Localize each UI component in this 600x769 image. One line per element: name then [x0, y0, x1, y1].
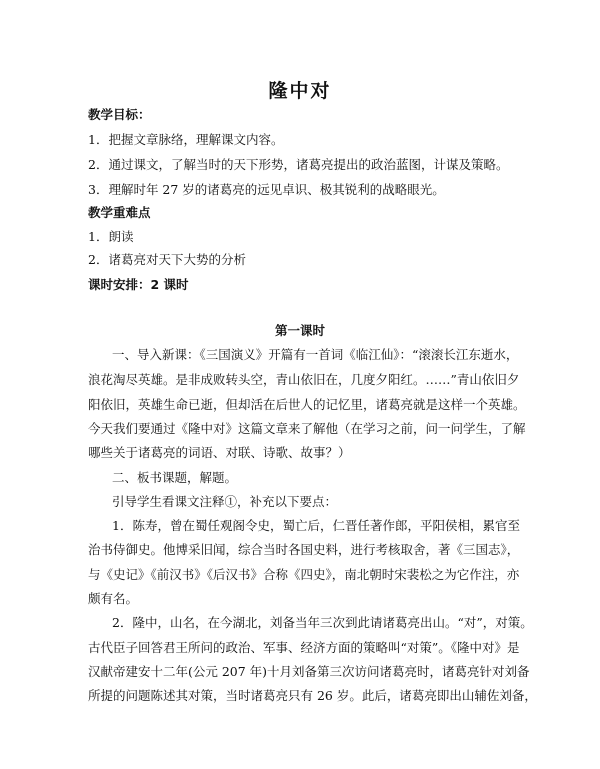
objective-item: 3．理解时年 27 岁的诸葛亮的远见卓识、极其锐利的战略眼光。	[88, 182, 445, 197]
paragraph-line: 一、导入新课：《三国演义》开篇有一首词《临江仙》：“滚滚长江东逝水，	[112, 347, 519, 362]
paragraph-line: 1．陈寿，曾在蜀任观阁令史，蜀亡后，仁晋任著作郎，平阳侯相，累官至	[112, 518, 520, 533]
objectives-heading: 教学目标：	[88, 107, 151, 122]
key-point-item: 1．朗读	[88, 229, 134, 244]
schedule: 课时安排：2 课时	[88, 277, 189, 292]
paragraph-line: 二、板书课题，解题。	[112, 470, 238, 485]
paragraph-line: 今天我们要通过《隆中对》这篇文章来了解他（在学习之前，问一问学生，了解	[88, 421, 526, 436]
objective-item: 2．通过课文，了解当时的天下形势，诸葛亮提出的政治蓝图，计谋及策略。	[88, 157, 509, 172]
paragraph-line: 引导学生看课文注释①，补充以下要点：	[112, 494, 338, 509]
lesson-heading: 第一课时	[274, 323, 325, 338]
paragraph-line: 治书侍御史。他博采旧闻，综合当时各国史料，进行考核取舍，著《三国志》，	[88, 542, 520, 557]
paragraph-line: 阳依旧，英雄生命已逝，但却活在后世人的记忆里，诸葛亮就是这样一个英雄。	[88, 397, 526, 412]
key-points-heading: 教学重难点	[88, 205, 151, 220]
paragraph-line: 浪花淘尽英雄。是非成败转头空，青山依旧在，几度夕阳红。……”青山依旧夕	[88, 372, 520, 387]
document-title: 隆中对	[268, 80, 332, 102]
paragraph-line: 古代臣子回答君王所问的政治、军事、经济方面的策略叫“对策”。《隆中对》是	[88, 640, 520, 655]
paragraph-line: 汉献帝建安十二年(公元 207 年)十月刘备第三次访问诸葛亮时，诸葛亮针对刘备	[88, 664, 530, 679]
key-point-item: 2．诸葛亮对天下大势的分析	[88, 252, 246, 267]
paragraph-line: 哪些关于诸葛亮的词语、对联、诗歌、故事？）	[88, 445, 351, 460]
paragraph-line: 与《史记》《前汉书》《后汉书》合称《四史》，南北朝时宋裴松之为它作注，亦	[88, 567, 520, 582]
paragraph-line: 所提的问题陈述其对策，当时诸葛亮只有 26 岁。此后，诸葛亮即出山辅佐刘备，	[88, 688, 537, 703]
objective-item: 1．把握文章脉络，理解课文内容。	[88, 132, 284, 147]
paragraph-line: 颇有名。	[88, 591, 139, 606]
paragraph-line: 2．隆中，山名，在今湖北，刘备当年三次到此请诸葛亮出山。“对”，对策。	[112, 615, 533, 630]
